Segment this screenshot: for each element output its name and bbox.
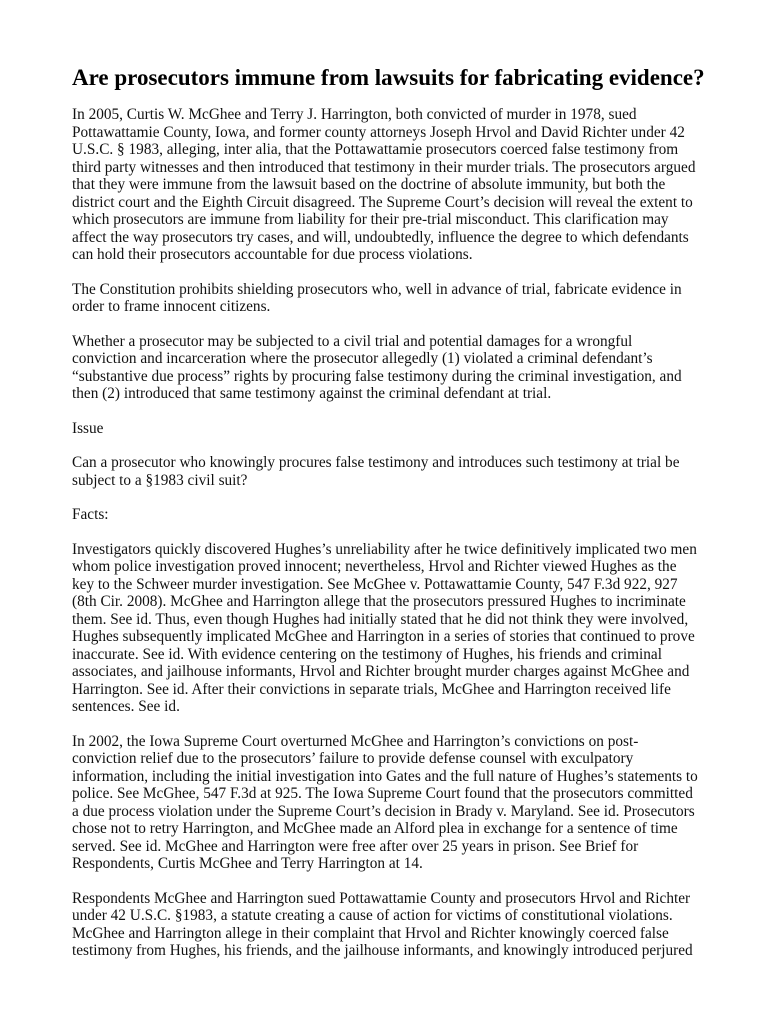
heading-facts: Facts:	[72, 506, 109, 523]
paragraph-intro: In 2005, Curtis W. McGhee and Terry J. Harrington, both convicted of murder in 1978, sued Pottawattamie County, Iowa, and former county attorneys Joseph Hrvol and David Richter under 42 U.S.C. § 1983, alleging, inter alia, that the Pottawattamie prosecutors coerced false testimony from third party witnesses and then introduced that testimony in their murder trials. The prosecutors argued that they were immune from the lawsuit based on the doctrine of absolute immunity, but both the district court and the Eighth Circuit disagreed. The Supreme Court’s decision will reveal the extent to which prosecutors are immune from liability for their pre-trial misconduct. This clarification may affect the way prosecutors try cases, and will, undoubtedly, influence the degree to which defendants can hold their prosecutors accountable for due process violations.	[72, 106, 696, 263]
paragraph-question: Whether a prosecutor may be subjected to a civil trial and potential damages for a wrongful conviction and incarceration where the prosecutor allegedly (1) violated a criminal defendant’s “substantive due process” rights by procuring false testimony during the criminal investigation, and then (2) introduced that same testimony against the criminal defendant at trial.	[72, 332, 682, 402]
paragraph-constitution: The Constitution prohibits shielding prosecutors who, well in advance of trial, fabricate evidence in order to frame innocent citizens.	[72, 280, 682, 315]
paragraph-facts-investigation: Investigators quickly discovered Hughes’s unreliability after he twice definitively implicated two men whom police investigation proved innocent; nevertheless, Hrvol and Richter viewed Hughes as the key to the Schweer murder investigation. See McGhee v. Pottawattamie County, 547 F.3d 922, 927 (8th Cir. 2008). McGhee and Harrington allege that the prosecutors pressured Hughes to incriminate them. See id. Thus, even though Hughes had initially stated that he did not think they were involved, Hughes subsequently implicated McGhee and Harrington in a series of stories that continued to prove inaccurate. See id. With evidence centering on the testimony of Hughes, his friends and criminal associates, and jailhouse informants, Hrvol and Richter brought murder charges against McGhee and Harrington. See id. After their convictions in separate trials, McGhee and Harrington received life sentences. See id.	[72, 540, 697, 715]
heading-issue: Issue	[72, 419, 104, 437]
document-title: Are prosecutors immune from lawsuits for fabricating evidence?	[72, 65, 705, 90]
paragraph-facts-lawsuit: Respondents McGhee and Harrington sued Pottawattamie County and prosecutors Hrvol and Richter under 42 U.S.C. §1983, a statute creating a cause of action for victims of constitutional violations. McGhee and Harrington allege in their complaint that Hrvol and Richter knowingly coerced false testimony from Hughes, his friends, and the jailhouse informants, and knowingly introduced perjured	[72, 889, 693, 959]
paragraph-issue: Can a prosecutor who knowingly procures false testimony and introduces such testimony at trial be subject to a §1983 civil suit?	[72, 454, 680, 489]
paragraph-facts-2002: In 2002, the Iowa Supreme Court overturned McGhee and Harrington’s convictions on post-conviction relief due to the prosecutors’ failure to provide defense counsel with exculpatory information, including the initial investigation into Gates and the full nature of Hughes’s statements to police. See McGhee, 547 F.3d at 925. The Iowa Supreme Court found that the prosecutors committed a due process violation under the Supreme Court’s decision in Brady v. Maryland. See id. Prosecutors chose not to retry Harrington, and McGhee made an Alford plea in exchange for a sentence of time served. See id. McGhee and Harrington were free after over 25 years in prison. See Brief for Respondents, Curtis McGhee and Terry Harrington at 14.	[72, 732, 698, 872]
